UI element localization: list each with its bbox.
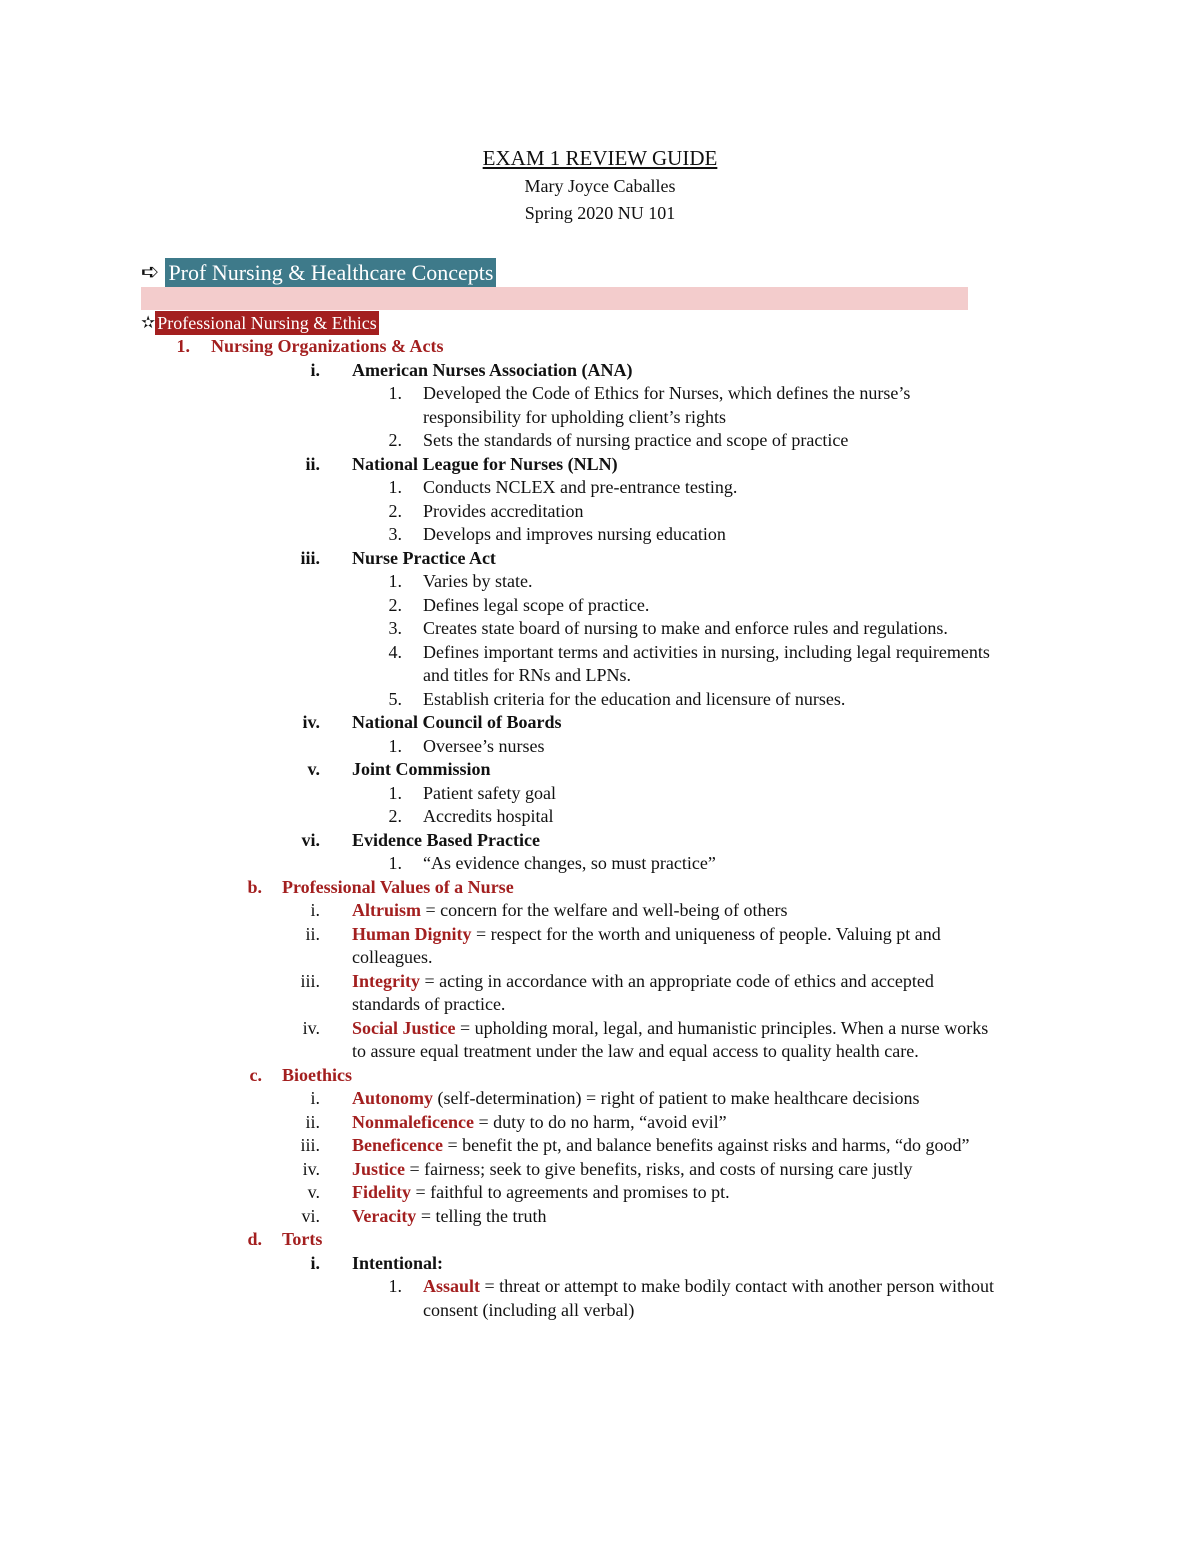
heading-label: Bioethics [282, 1064, 352, 1085]
term-label: Nonmaleficence [352, 1111, 474, 1132]
item-marker: i. [310, 900, 320, 920]
item-marker: v. [307, 759, 320, 779]
point-line: Establish criteria for the education and licensure of nurses. [423, 688, 846, 709]
point-text [423, 594, 649, 617]
point-line: and titles for RNs and LPNs. [423, 665, 631, 685]
point-line: Defines important terms and activities in nursing, including legal requirements [423, 641, 990, 662]
point-text [423, 664, 631, 687]
subsection-heading [141, 310, 379, 336]
item-heading [352, 711, 562, 734]
point-text [423, 852, 716, 875]
term-definition [352, 899, 788, 922]
point-line: Sets the standards of nursing practice and scope of practice [423, 430, 849, 450]
item-marker: iv. [302, 712, 320, 732]
term-definition [352, 1017, 988, 1040]
outline-marker: b. [247, 876, 262, 897]
point-line: Oversee’s nurses [423, 735, 545, 756]
item-heading [352, 453, 618, 476]
item-heading [352, 1252, 443, 1275]
point-marker: 1. [388, 477, 402, 497]
point-text [423, 382, 910, 405]
item-heading [352, 758, 491, 781]
item-marker: ii. [305, 923, 320, 944]
item-marker: iii. [300, 970, 320, 991]
item-heading [352, 547, 496, 570]
term-definition [352, 970, 934, 993]
point-line: = threat or attempt to make bodily contact with another person without [480, 1276, 995, 1296]
item-marker: i. [310, 359, 320, 380]
term-label: Veracity [352, 1205, 417, 1226]
heading-label: Torts [282, 1229, 323, 1249]
point-marker: 2. [388, 430, 402, 450]
outline-heading [282, 876, 514, 899]
point-marker: 3. [388, 618, 402, 638]
item-label: Joint Commission [352, 759, 491, 779]
heading-label: Professional Values of a Nurse [282, 876, 514, 897]
point-text [423, 735, 544, 758]
term-definition [352, 1181, 730, 1204]
term-label: Social Justice [352, 1017, 456, 1038]
item-heading [352, 829, 540, 852]
outline-marker: c. [249, 1064, 262, 1085]
arrow-right-icon: ➪ [141, 260, 160, 285]
point-marker: 1. [388, 571, 402, 591]
point-text [423, 617, 948, 640]
definition-line: (self-determination) = right of patient to make healthcare decisions [433, 1088, 920, 1108]
point-line: Provides accreditation [423, 500, 584, 521]
item-label: American Nurses Association (ANA) [352, 359, 633, 380]
term-definition [352, 993, 505, 1016]
definition-line: = upholding moral, legal, and humanistic principles. When a nurse works [455, 1017, 989, 1038]
outline-marker: d. [247, 1229, 262, 1249]
section-divider [141, 287, 968, 310]
item-heading [352, 359, 632, 382]
point-line: Defines legal scope of practice. [423, 594, 650, 615]
definition-line: = concern for the welfare and well-being of others [421, 900, 788, 920]
item-marker: i. [310, 1088, 320, 1108]
point-line: Develops and improves nursing education [423, 524, 726, 544]
point-line: Creates state board of nursing to make and enforce rules and regulations. [423, 618, 948, 638]
definition-line: = fairness; seek to give benefits, risks, and costs of nursing care justly [405, 1158, 913, 1179]
definition-line: standards of practice. [352, 994, 506, 1014]
subsection-title: Professional Nursing & Ethics [157, 313, 377, 333]
definition-line: = benefit the pt, and balance benefits against risks and harms, “do good” [442, 1135, 970, 1155]
outline-heading [282, 1228, 322, 1251]
author-name: Mary Joyce Caballes [524, 176, 676, 196]
term-definition [352, 1158, 913, 1181]
document-header [0, 143, 1200, 227]
definition-line: = telling the truth [416, 1205, 547, 1226]
item-marker: v. [307, 1182, 320, 1202]
point-text [423, 1275, 994, 1298]
term-label: Integrity [352, 970, 420, 991]
section-title: Prof Nursing & Healthcare Concepts [165, 258, 496, 288]
term-label: Justice [352, 1158, 405, 1179]
term-definition [352, 946, 432, 969]
point-marker: 1. [388, 853, 402, 873]
term-label: Fidelity [352, 1182, 411, 1202]
definition-line: = duty to do no harm, “avoid evil” [473, 1111, 727, 1132]
point-marker: 1. [388, 735, 402, 756]
outline-heading [282, 1064, 352, 1087]
point-line: Conducts NCLEX and pre-entrance testing. [423, 477, 738, 497]
item-marker: iii. [300, 547, 320, 568]
point-marker: 1. [388, 383, 402, 403]
point-marker: 3. [388, 524, 402, 544]
item-marker: ii. [305, 453, 320, 474]
point-marker: 2. [388, 500, 402, 521]
term-label: Autonomy [352, 1088, 434, 1108]
point-marker: 2. [388, 806, 402, 826]
point-text [423, 570, 532, 593]
point-text [423, 500, 583, 523]
point-text [423, 523, 726, 546]
item-label: Evidence Based Practice [352, 829, 540, 850]
term-definition [352, 923, 941, 946]
point-line: consent (including all verbal) [423, 1299, 635, 1320]
item-label: National Council of Boards [352, 712, 562, 732]
point-text [423, 429, 848, 452]
point-marker: 1. [388, 1276, 402, 1296]
item-marker: iv. [302, 1017, 320, 1038]
point-text [423, 476, 737, 499]
item-marker: iii. [300, 1135, 320, 1155]
point-text [423, 782, 556, 805]
document-title: EXAM 1 REVIEW GUIDE [482, 146, 718, 170]
term-label: Human Dignity [352, 923, 472, 944]
term-label: Beneficence [352, 1135, 443, 1155]
item-marker: vi. [301, 829, 320, 850]
point-line: Varies by state. [423, 571, 533, 591]
heading-label: Nursing Organizations & Acts [211, 336, 444, 356]
definition-line: = respect for the worth and uniqueness of people. Valuing pt and [471, 923, 941, 944]
point-text [423, 1299, 634, 1322]
term-definition [352, 1205, 546, 1228]
course-info: Spring 2020 NU 101 [524, 203, 676, 223]
item-label: Nurse Practice Act [352, 547, 496, 568]
point-text [423, 688, 845, 711]
point-line: “As evidence changes, so must practice” [423, 853, 716, 873]
term-definition [352, 1134, 969, 1157]
term-label: Altruism [352, 900, 421, 920]
point-text [423, 805, 553, 828]
outline-heading [211, 335, 444, 358]
definition-line: colleagues. [352, 947, 433, 967]
star-icon: ✫ [141, 312, 156, 333]
item-label: National League for Nurses (NLN) [352, 453, 618, 474]
term-definition [352, 1087, 920, 1110]
point-marker: 1. [388, 782, 402, 803]
item-marker: ii. [305, 1111, 320, 1132]
point-marker: 5. [388, 688, 402, 709]
definition-line: = faithful to agreements and promises to pt. [411, 1182, 730, 1202]
item-marker: iv. [302, 1158, 320, 1179]
definition-line: to assure equal treatment under the law and equal access to quality health care. [352, 1041, 919, 1061]
point-line: Patient safety goal [423, 782, 556, 803]
item-marker: i. [310, 1252, 320, 1273]
point-text [423, 406, 726, 429]
point-line: Developed the Code of Ethics for Nurses, which defines the nurse’s [423, 383, 911, 403]
term-label: Assault [423, 1276, 481, 1296]
section-heading [141, 257, 496, 289]
definition-line: = acting in accordance with an appropriate code of ethics and accepted [419, 970, 934, 991]
item-label: Intentional: [352, 1252, 444, 1273]
point-text [423, 641, 990, 664]
item-marker: vi. [301, 1205, 320, 1226]
point-line: Accredits hospital [423, 806, 554, 826]
point-marker: 2. [388, 594, 402, 615]
term-definition [352, 1040, 919, 1063]
point-marker: 4. [388, 641, 402, 662]
point-line: responsibility for upholding client’s rights [423, 406, 726, 427]
outline-marker: 1. [176, 336, 190, 356]
term-definition [352, 1111, 727, 1134]
